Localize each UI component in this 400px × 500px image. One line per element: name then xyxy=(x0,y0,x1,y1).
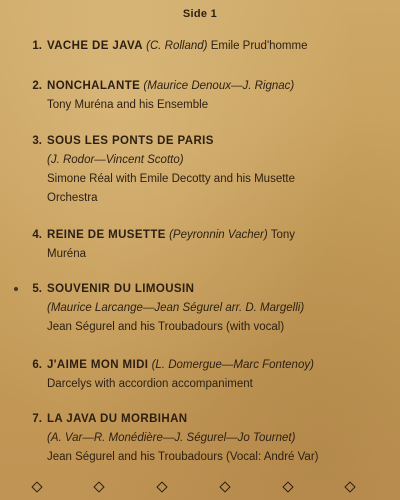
diamond-icon xyxy=(219,481,230,492)
track-credit: (J. Rodor—Vincent Scotto) xyxy=(47,154,184,166)
diamond-ornament-row xyxy=(0,480,400,494)
track-credit: (A. Var—R. Monédière—J. Ségurel—Jo Tournet) xyxy=(47,432,296,444)
diamond-icon xyxy=(93,481,104,492)
track-number: 1. xyxy=(32,40,42,52)
track-credit: (Peyronnin Vacher) xyxy=(169,229,268,241)
track-number: 4. xyxy=(32,229,42,241)
diamond-icon xyxy=(344,481,355,492)
track-credit: (L. Domergue—Marc Fontenoy) xyxy=(151,359,314,371)
track-credit: (C. Rolland) xyxy=(146,40,208,52)
diamond-icon xyxy=(156,481,167,492)
sleeve-dot xyxy=(14,287,18,291)
side-heading: Side 1 xyxy=(182,8,218,20)
track-number: 5. xyxy=(32,283,42,295)
track-number: 6. xyxy=(32,359,42,371)
track-title: SOUVENIR DU LIMOUSIN xyxy=(47,283,195,295)
track-title: SOUS LES PONTS DE PARIS xyxy=(47,135,214,147)
track-number: 7. xyxy=(32,413,42,425)
track-performer-continued: Muréna xyxy=(47,248,86,260)
track-performer: Jean Ségurel and his Troubadours (Vocal: André Var) xyxy=(47,451,319,463)
track-performer: Tony Muréna and his Ensemble xyxy=(47,99,209,111)
track-performer: Simone Réal with Emile Decotty and his Musette xyxy=(47,173,295,185)
track-title: REINE DE MUSETTE xyxy=(47,229,166,241)
track-number: 3. xyxy=(32,135,42,147)
track-performer: Emile Prud'homme xyxy=(210,40,308,52)
track-credit: (Maurice Larcange—Jean Ségurel arr. D. Margelli) xyxy=(47,302,305,314)
track-performer-continued: Orchestra xyxy=(47,192,98,204)
track-performer: Tony xyxy=(270,229,296,241)
track-performer: Darcelys with accordion accompaniment xyxy=(47,378,253,390)
track-title: J'AIME MON MIDI xyxy=(47,359,149,371)
diamond-icon xyxy=(31,481,42,492)
track-credit: (Maurice Denoux—J. Rignac) xyxy=(143,80,295,92)
track-title: NONCHALANTE xyxy=(47,80,141,92)
track-title: VACHE DE JAVA xyxy=(47,40,143,52)
diamond-icon xyxy=(282,481,293,492)
track-performer: Jean Ségurel and his Troubadours (with vocal) xyxy=(47,321,285,333)
track-number: 2. xyxy=(32,80,42,92)
track-title: LA JAVA DU MORBIHAN xyxy=(47,413,188,425)
